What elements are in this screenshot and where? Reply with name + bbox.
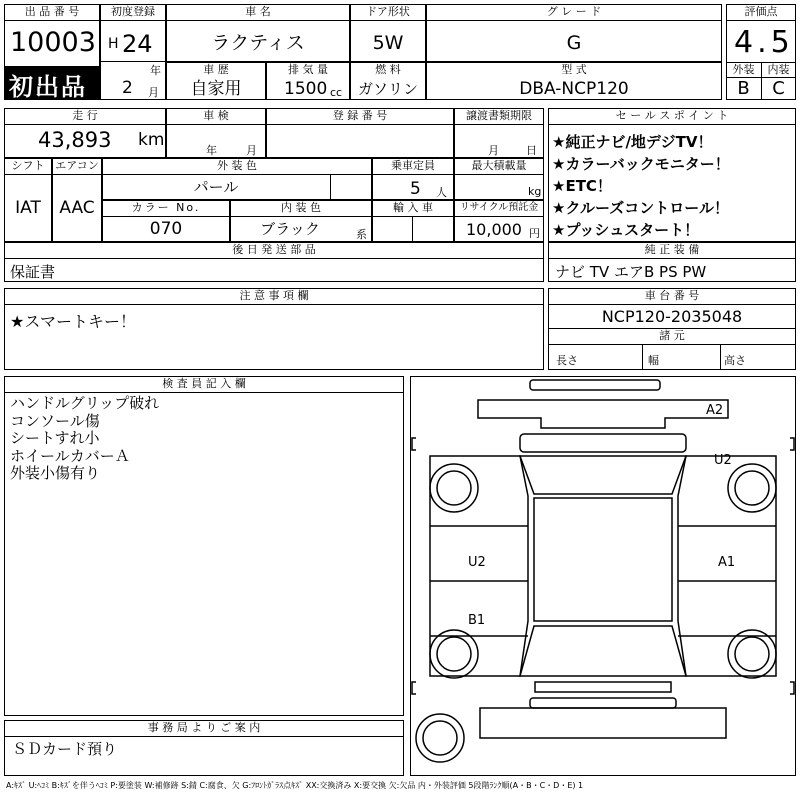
- history-value: 自家用: [190, 79, 242, 99]
- reg-month: 2: [122, 78, 133, 98]
- rear-panel: [535, 682, 671, 692]
- recycle-unit: 円: [529, 227, 540, 240]
- equipment-label: 純 正 装 備: [644, 243, 700, 256]
- displacement-label: 排 気 量: [288, 63, 328, 76]
- chassis-label: 車 台 番 号: [644, 289, 700, 302]
- inspector-line: ホイールカバーＡ: [10, 446, 130, 465]
- later-parts-label: 後 日 発 送 部 品: [232, 243, 316, 256]
- sales-point-item: ★プッシュスタート！: [552, 221, 700, 239]
- aircon-label: エアコン: [55, 159, 99, 172]
- shift-value: IAT: [15, 198, 41, 218]
- fuel-label: 燃 料: [375, 63, 401, 76]
- aircon-value: AAC: [59, 198, 95, 218]
- score-value: 4.5: [734, 25, 794, 60]
- damage-u2-top: U2: [714, 453, 732, 468]
- chassis-value: NCP120-2035048: [601, 307, 743, 326]
- inspector-label: 検 査 員 記 入 欄: [162, 377, 246, 390]
- sales-point-item: ★ETC！: [552, 177, 612, 195]
- registration-label: 登 録 番 号: [332, 109, 388, 122]
- lot-number: 10003: [10, 27, 96, 58]
- fuel-value: ガソリン: [357, 80, 418, 98]
- car-name-label: 車 名: [245, 5, 271, 18]
- damage-a2: A2: [706, 403, 724, 418]
- recycle-value: 10,000: [466, 220, 522, 239]
- mileage-value: 43,893: [38, 128, 112, 152]
- transfer-label: 譲渡書類期限: [466, 109, 532, 122]
- displacement-unit: cc: [330, 86, 343, 99]
- interior-score: C: [772, 78, 785, 99]
- max-load-unit: kg: [528, 185, 542, 198]
- inspector-lines: [10, 395, 159, 483]
- era: H: [108, 36, 119, 52]
- transfer-month-unit: 月: [488, 144, 499, 157]
- sales-point-item: ★カラーバックモニター！: [552, 155, 730, 173]
- model-code: DBA-NCP120: [519, 79, 629, 99]
- damage-a1: A1: [718, 555, 736, 570]
- capacity-value: 5: [410, 179, 421, 199]
- inspector-line: コンソール傷: [10, 411, 100, 430]
- color-no-label: カラー No.: [131, 201, 201, 214]
- spec-length: 長さ: [556, 354, 578, 367]
- inspector-line: ハンドルグリップ破れ: [10, 394, 160, 412]
- inspector-line: シートすれ小: [10, 429, 100, 447]
- front-bumper: [530, 380, 660, 390]
- notes-label: 注 意 事 項 欄: [239, 289, 309, 302]
- inspection-label: 車 検: [203, 109, 229, 122]
- later-parts-value: 保証書: [10, 263, 56, 281]
- roof: [534, 498, 672, 621]
- hood: [520, 434, 686, 452]
- interior-label: 内装: [767, 63, 790, 76]
- doors-value: 5W: [372, 32, 404, 54]
- displacement-value: 1500: [284, 79, 328, 99]
- doors-label: ドア形状: [366, 5, 410, 18]
- transfer-day-unit: 日: [526, 144, 537, 157]
- history-label: 車 歴: [203, 63, 229, 76]
- capacity-unit: 人: [436, 186, 447, 199]
- damage-b1: B1: [468, 613, 486, 628]
- max-load-label: 最大積載量: [471, 159, 527, 172]
- under-rear: [480, 708, 726, 738]
- car-diagram: [410, 376, 796, 776]
- car-name: ラクティス: [211, 32, 305, 54]
- capacity-label: 乗車定員: [391, 159, 435, 172]
- reg-year: 24: [122, 30, 153, 58]
- int-color-suffix: 系: [356, 228, 367, 241]
- sales-point-item: ★クルーズコントロール！: [552, 199, 729, 217]
- sales-points-label: セ ー ル ス ポ イ ン ト: [615, 109, 729, 122]
- int-color-value: ブラック: [260, 220, 320, 238]
- inspector-line: 外装小傷有り: [10, 464, 101, 482]
- notes-value: ★スマートキー！: [10, 312, 137, 331]
- exterior-label: 外装: [732, 63, 755, 76]
- recycle-label: リサイクル預託金: [459, 202, 539, 213]
- grade-label: グ レ ー ド: [546, 5, 602, 18]
- first-listing-text: 初出品: [9, 73, 87, 101]
- sales-point-item: ★純正ナビ/地デジTV！: [552, 133, 713, 151]
- int-color-label: 内 装 色: [281, 201, 321, 214]
- front-panel: [478, 400, 728, 428]
- windshield: [520, 456, 686, 494]
- spec-width: 幅: [648, 354, 659, 367]
- score-label: 評価点: [744, 5, 778, 18]
- office-value: ＳＤカード預り: [12, 740, 118, 758]
- import-label: 輸 入 車: [393, 201, 433, 214]
- first-reg-label: 初度登録: [111, 5, 155, 18]
- model-code-label: 型 式: [561, 63, 587, 76]
- mileage-label: 走 行: [72, 109, 98, 122]
- shift-label: シフト: [11, 159, 45, 172]
- inspection-year-unit: 年: [206, 144, 217, 157]
- lot-label: 出 品 番 号: [24, 5, 80, 18]
- color-no: 070: [149, 219, 183, 239]
- exterior-score: B: [737, 78, 750, 99]
- specs-label: 諸 元: [659, 329, 685, 342]
- ext-color-label: 外 装 色: [217, 159, 257, 172]
- ext-color-value: パール: [193, 178, 239, 196]
- year-unit: 年: [150, 64, 161, 77]
- spec-height: 高さ: [724, 354, 746, 367]
- equipment-value: ナビ TV エアB PS PW: [555, 263, 707, 281]
- grade-value: G: [566, 32, 582, 54]
- rear-window: [520, 626, 686, 676]
- damage-u2-left: U2: [468, 555, 486, 570]
- rear-bumper: [530, 698, 676, 708]
- inspection-month-unit: 月: [246, 144, 257, 157]
- legend-text: A:ｷｽﾞ U:ﾍｺﾐ B:ｷｽﾞを伴うﾍｺﾐ P:要塗装 W:補修跡 S:錆 C:腐食、欠 G:ﾌﾛﾝﾄｶﾞﾗｽ点ｷｽﾞ XX:交換済み X:要交換 欠:欠品 内・外装評価 5段階ﾗﾝｸ順(A・B・C・D・E) 1: [6, 781, 584, 790]
- office-label: 事 務 局 よ り ご 案 内: [147, 721, 261, 734]
- month-unit: 月: [148, 86, 159, 99]
- mileage-unit: km: [138, 130, 165, 150]
